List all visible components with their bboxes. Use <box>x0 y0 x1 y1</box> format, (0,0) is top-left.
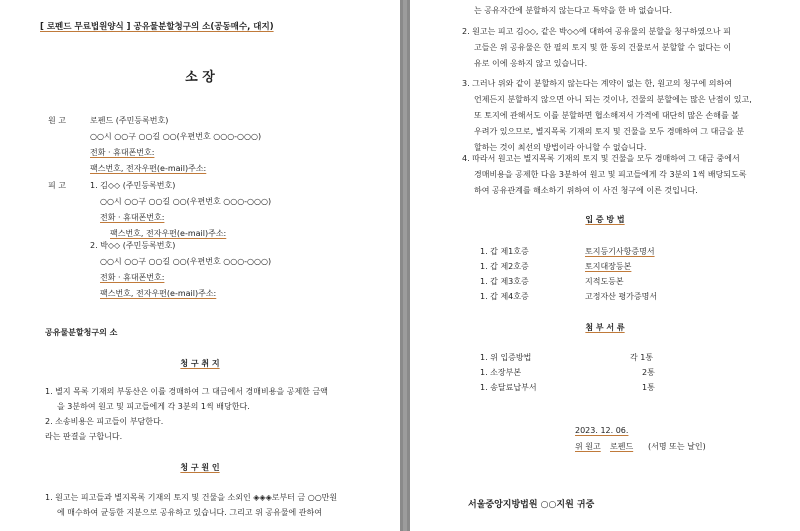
filing-date: 2023. 12. 06. <box>575 426 629 435</box>
signer-name: 로펜드 <box>610 442 634 451</box>
cause-item-2-line1: 2. 원고는 피고 김◇◇, 같은 박◇◇에 대하여 공유물의 분할을 청구하였으나 피 <box>462 27 731 36</box>
cause-item-4-line2: 경매비용을 공제한 다음 3분하여 원고 및 피고들에게 각 3분의 1씩 배당되도록 <box>474 170 747 179</box>
plaintiff-name: 로펜드 (주민등록번호) <box>90 116 169 125</box>
defendant-label: 피 고 <box>48 181 66 190</box>
cause-item-3-line4: 우려가 있으므로, 별지목록 기재의 토지 및 건물을 모두 경매하여 그 대금을 분 <box>474 127 745 136</box>
defendant1-address: ○○시 ○○구 ○○길 ○○(우편번호 ○○○-○○○) <box>100 197 272 206</box>
page-header: [ 로펜드 무료법원양식 ] 공유물분할청구의 소(공동매수, 대지) <box>40 22 274 32</box>
plaintiff-phone: 전화 · 휴대폰번호: <box>90 148 155 157</box>
cause-item-3-line5: 할하는 것이 최선의 방법이라 아니할 수 없습니다. <box>474 143 647 152</box>
cause-heading: 청 구 원 인 <box>180 463 220 472</box>
cause-item-1-line3: 는 공유자간에 분할하지 않는다고 특약을 한 바 없습니다. <box>474 6 673 15</box>
cause-item-1-line1: 1. 원고는 피고들과 별지목록 기재의 토지 및 건물을 소외인 ◈◈◈로부터 금 ○○만원 <box>45 493 338 502</box>
attachment-count-2: 2통 <box>642 368 655 377</box>
court-addressee: 서울중앙지방법원 ○○지원 귀중 <box>468 500 595 510</box>
page-gap-bar <box>403 0 407 531</box>
cause-item-4-line3: 하여 공유관계를 해소하기 위하여 이 사건 청구에 이른 것입니다. <box>474 186 698 195</box>
defendant1-phone: 전화 · 휴대폰번호: <box>100 213 165 222</box>
defendant2-fax-email: 팩스번호, 전자우편(e-mail)주소: <box>100 289 217 298</box>
signer-label: 위 원고 <box>575 442 601 451</box>
attachment-count-3: 1통 <box>642 383 655 392</box>
cause-item-3-line1: 3. 그러나 위와 같이 분할하지 않는다는 계약이 없는 한, 원고의 청구에 의하여 <box>462 79 732 88</box>
cause-item-2-line3: 유로 이에 응하지 않고 있습니다. <box>474 59 588 68</box>
evidence-no-2: 1. 갑 제2호증 <box>480 262 529 271</box>
claim-closing: 라는 판결을 구합니다. <box>45 432 123 441</box>
evidence-name-3: 지적도등본 <box>585 277 624 286</box>
attachment-name-3: 1. 송달료납부서 <box>480 383 537 392</box>
evidence-name-1: 토지등기사항증명서 <box>585 247 655 256</box>
plaintiff-fax-email: 팩스번호, 전자우편(e-mail)주소: <box>90 164 207 173</box>
evidence-name-4: 고정자산 평가증명서 <box>585 292 658 301</box>
cause-item-1-line2: 에 매수하여 균등한 지분으로 공유하고 있습니다. 그리고 위 공유물에 관하여 <box>57 508 322 517</box>
attachment-name-2: 1. 소장부본 <box>480 368 522 377</box>
defendant1-fax-email: 팩스번호, 전자우편(e-mail)주소: <box>110 229 227 238</box>
evidence-no-1: 1. 갑 제1호증 <box>480 247 529 256</box>
cause-item-3-line3: 또 토지에 관해서도 이를 분할하면 협소해져서 가격에 대단히 많은 손해를 볼 <box>474 111 739 120</box>
evidence-no-3: 1. 갑 제3호증 <box>480 277 529 286</box>
evidence-name-2: 토지대장등본 <box>585 262 632 271</box>
cause-item-3-line2: 언제든지 분할하지 않으면 아니 되는 것이나, 건물의 분할에는 많은 난점이 있고, <box>474 95 752 104</box>
evidence-no-4: 1. 갑 제4호증 <box>480 292 529 301</box>
case-name: 공유물분할청구의 소 <box>45 328 118 337</box>
defendant2-address: ○○시 ○○구 ○○길 ○○(우편번호 ○○○-○○○) <box>100 257 272 266</box>
document-title: 소 장 <box>185 70 215 85</box>
cause-item-2-line2: 고들은 위 공유물은 한 필의 토지 및 한 동의 건물로서 분할할 수 없다는 이 <box>474 43 732 52</box>
claim-item-1-line2: 을 3분하여 원고 및 피고들에게 각 3분의 1씩 배당한다. <box>57 402 250 411</box>
attachments-heading: 첨 부 서 류 <box>585 323 625 332</box>
signature-note: (서명 또는 날인) <box>648 442 706 451</box>
page-gap <box>400 0 410 531</box>
defendant2-phone: 전화 · 휴대폰번호: <box>100 273 165 282</box>
document-page-right <box>410 0 800 531</box>
evidence-heading: 입 증 방 법 <box>585 215 625 224</box>
defendant1-name: 1. 김◇◇ (주민등록번호) <box>90 181 176 190</box>
claim-heading: 청 구 취 지 <box>180 359 220 368</box>
attachment-name-1: 1. 위 입증방법 <box>480 353 532 362</box>
claim-item-2: 2. 소송비용은 피고들이 부담한다. <box>45 417 164 426</box>
plaintiff-label: 원 고 <box>48 116 66 125</box>
attachment-count-1: 각 1통 <box>630 353 654 362</box>
plaintiff-address: ○○시 ○○구 ○○길 ○○(우편번호 ○○○-○○○) <box>90 132 262 141</box>
defendant2-name: 2. 박◇◇ (주민등록번호) <box>90 241 176 250</box>
claim-item-1-line1: 1. 별지 목록 기재의 부동산은 이를 경매하여 그 대금에서 경매비용을 공제한 금액 <box>45 387 328 396</box>
cause-item-4-line1: 4. 따라서 원고는 별지목록 기재의 토지 및 건물을 모두 경매하여 그 대금 중에서 <box>462 154 740 163</box>
